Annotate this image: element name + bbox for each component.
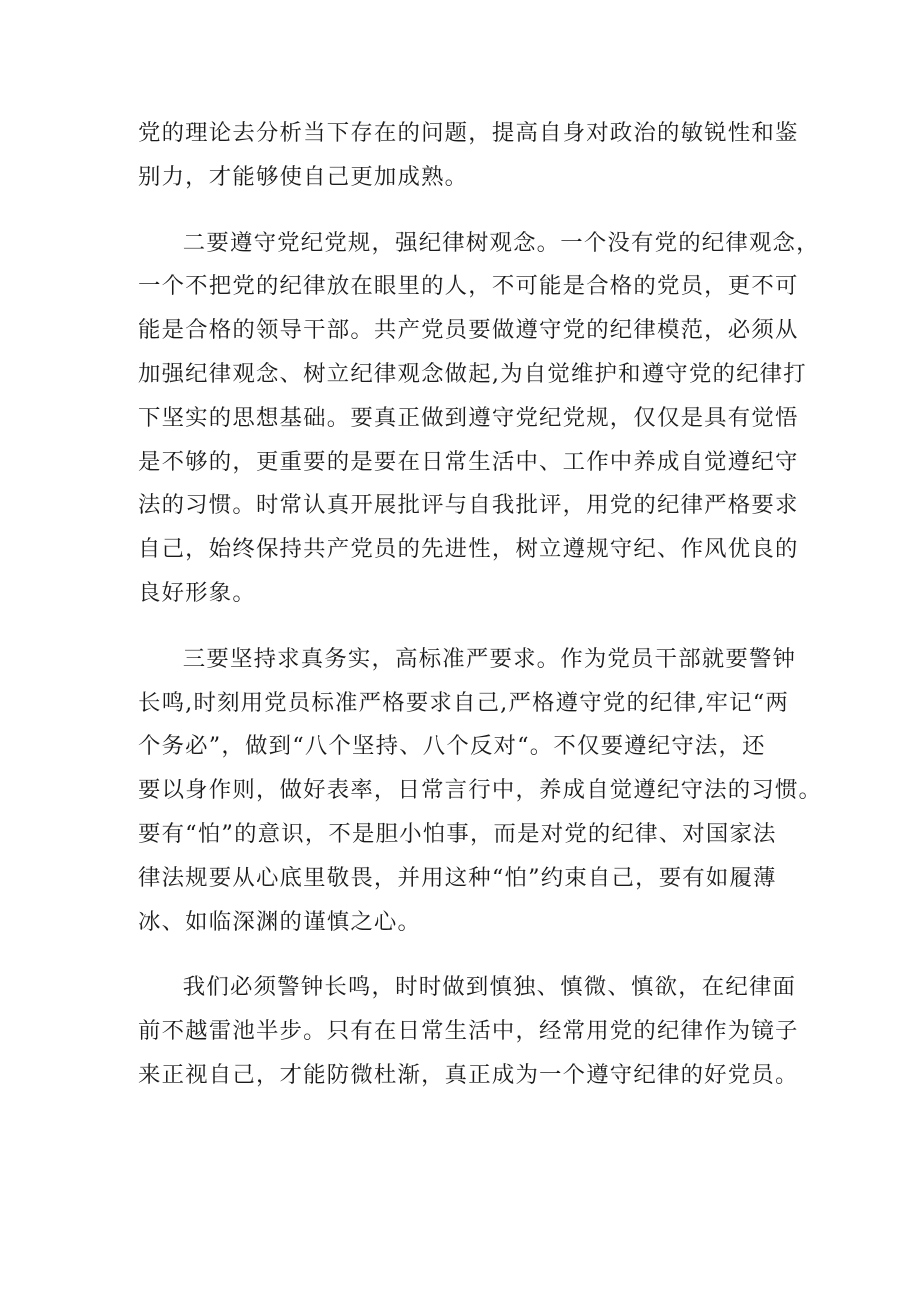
paragraph-line: 法的习惯。时常认真开展批评与自我批评，用党的纪律严格要求 <box>138 492 799 519</box>
paragraph-line: 二要遵守党纪党规，强纪律树观念。一个没有党的纪律观念， <box>182 229 820 256</box>
paragraph-line: 个务必”，做到“八个坚持、八个反对“。不仅要遵纪守法，还 <box>138 733 766 760</box>
paragraph-line: 我们必须警钟长鸣，时时做到慎独、慎微、慎欲，在纪律面 <box>182 974 797 1001</box>
paragraph-line: 加强纪律观念、树立纪律观念做起,为自觉维护和遵守党的纪律打 <box>138 360 807 387</box>
paragraph-line: 要以身作则，做好表率，日常言行中，养成自觉遵纪守法的习惯。 <box>138 777 823 804</box>
paragraph-line: 能是合格的领导干部。共产党员要做遵守党的纪律模范，必须从 <box>138 317 799 344</box>
paragraph-1 <box>138 112 810 200</box>
paragraph-line: 别力，才能够使自己更加成熟。 <box>138 163 469 190</box>
paragraph-line: 律法规要从心底里敬畏，并用这种“怕”约束自己，要有如履薄 <box>138 864 777 891</box>
paragraph-line: 冰、如临深渊的谨慎之心。 <box>138 908 422 935</box>
paragraph-3 <box>138 638 823 945</box>
paragraph-line: 来正视自己，才能防微杜渐，真正成为一个遵守纪律的好党员。 <box>138 1061 799 1088</box>
paragraph-2 <box>138 222 820 616</box>
paragraph-line: 要有“怕”的意识，不是胆小怕事，而是对党的纪律、对国家法 <box>138 820 777 847</box>
paragraph-line: 是不够的，更重要的是要在日常生活中、工作中养成自觉遵纪守 <box>138 448 799 475</box>
paragraph-line: 良好形象。 <box>138 579 256 606</box>
paragraph-line: 一个不把党的纪律放在眼里的人，不可能是合格的党员，更不可 <box>138 273 799 300</box>
paragraph-line: 自己，始终保持共产党员的先进性，树立遵规守纪、作风优良的 <box>138 536 799 563</box>
paragraph-line: 长鸣,时刻用党员标准严格要求自己,严格遵守党的纪律,牢记“两 <box>138 689 789 716</box>
paragraph-line: 下坚实的思想基础。要真正做到遵守党纪党规，仅仅是具有觉悟 <box>138 404 799 431</box>
paragraph-line: 党的理论去分析当下存在的问题，提高自身对政治的敏锐性和鉴 <box>138 120 799 146</box>
paragraph-line: 前不越雷池半步。只有在日常生活中，经常用党的纪律作为镜子 <box>138 1018 799 1045</box>
document-body <box>138 112 823 1098</box>
paragraph-4 <box>138 966 810 1097</box>
paragraph-line: 三要坚持求真务实，高标准严要求。作为党员干部就要警钟 <box>182 645 797 672</box>
